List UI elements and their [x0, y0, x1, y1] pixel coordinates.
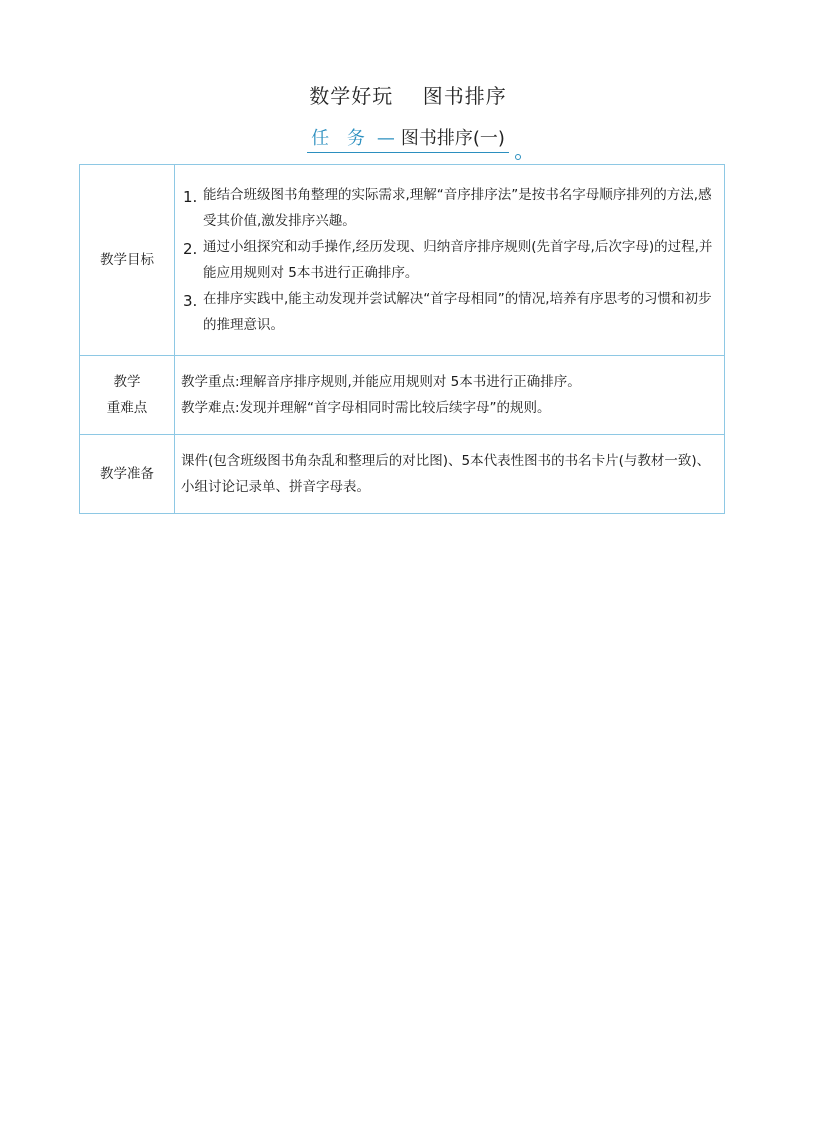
goal-number: 1.: [183, 188, 198, 206]
goal-item: [181, 286, 718, 338]
goal-item: [181, 234, 718, 286]
table-row: [80, 435, 725, 514]
prep-content: 课件(包含班级图书角杂乱和整理后的对比图)、5本代表性图书的书名卡片(与教材一致)、小组讨论记录单、拼音字母表。: [175, 435, 725, 514]
task-dot-mark: [515, 154, 521, 160]
task-name: 图书排序(一): [400, 128, 505, 149]
keypoints-label: [80, 356, 175, 435]
keypoints-content: [175, 356, 725, 435]
key-point: 教学重点:理解音序排序规则,并能应用规则对 5本书进行正确排序。: [181, 374, 581, 390]
goals-label: 教学目标: [80, 165, 175, 356]
difficult-point: 教学难点:发现并理解“首字母相同时需比较后续字母”的规则。: [181, 400, 551, 416]
lesson-plan-table: [79, 164, 725, 514]
prep-label: 教学准备: [80, 435, 175, 514]
goal-text: 在排序实践中,能主动发现并尝试解决“首字母相同”的情况,培养有序思考的习惯和初步的推理意识。: [203, 291, 712, 333]
table-row: [80, 165, 725, 356]
goals-content: [175, 165, 725, 356]
document-title: 数学好玩 图书排序: [309, 84, 507, 108]
keypoints-label-line: 教学: [113, 374, 141, 390]
goal-number: 3.: [183, 292, 198, 310]
goal-text: 通过小组探究和动手操作,经历发现、归纳音序排序规则(先首字母,后次字母)的过程,并能应用规则对 5本书进行正确排序。: [203, 239, 713, 281]
keypoints-label-line: 重难点: [106, 400, 148, 416]
task-label: 任 务: [311, 128, 371, 149]
table-row: [80, 356, 725, 435]
goal-item: [181, 182, 718, 234]
task-dash: —: [376, 128, 395, 149]
task-heading: [0, 124, 816, 153]
goal-text: 能结合班级图书角整理的实际需求,理解“音序排序法”是按书名字母顺序排列的方法,感受其价值,激发排序兴趣。: [203, 187, 712, 229]
task-heading-underline: [307, 124, 509, 153]
goal-number: 2.: [183, 240, 198, 258]
